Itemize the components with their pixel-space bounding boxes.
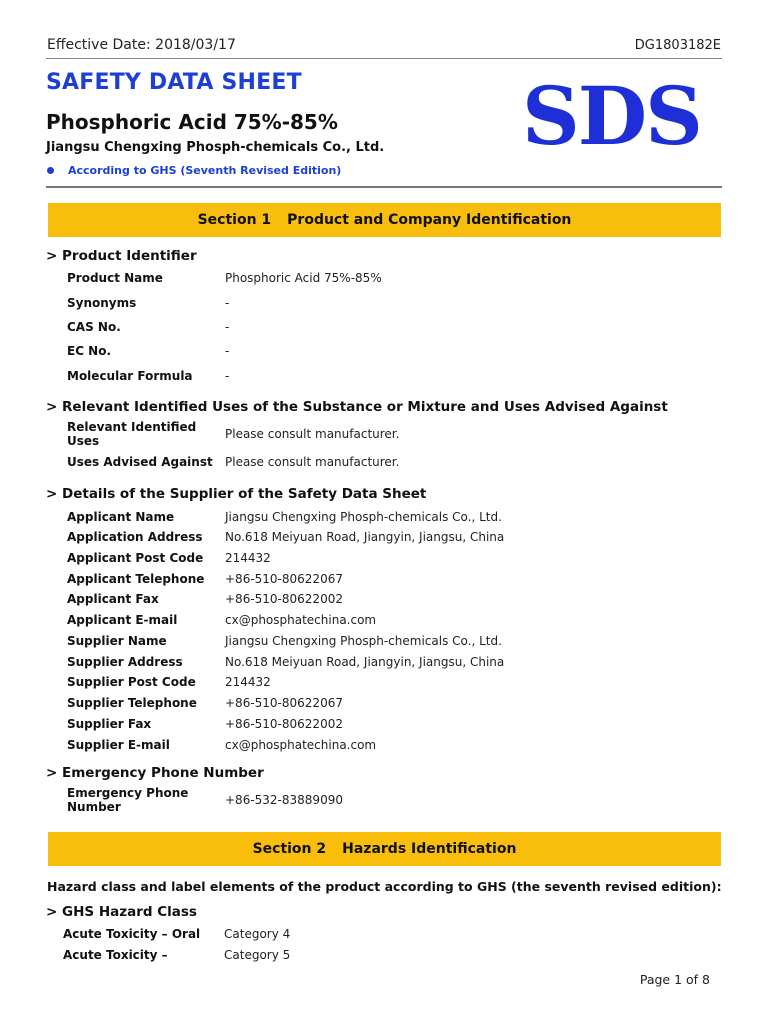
field-label: Supplier E-mail [67,738,170,752]
company-name: Jiangsu Chengxing Phosph-chemicals Co., Ltd. [46,140,385,155]
sds-logo: SDS [522,69,701,163]
bullet-icon [47,167,54,174]
field-value: - [225,320,230,334]
section-title: Hazards Identification [342,841,517,857]
hazard-value: Category 4 [224,927,291,941]
subheading-identified-uses: > Relevant Identified Uses of the Substance or Mixture and Uses Advised Against [46,399,668,415]
field-value: - [225,369,230,383]
field-label: Uses Advised Against [67,455,213,469]
field-label: Applicant E-mail [67,613,178,627]
field-value: Please consult manufacturer. [225,427,400,441]
section-number: Section 2 [252,841,327,857]
field-label: EC No. [67,344,112,358]
hazard-value: Category 5 [224,948,291,962]
field-value: +86-510-80622002 [225,717,343,731]
section-number: Section 1 [197,212,272,228]
document-code: DG1803182E [634,38,721,53]
field-label: Synonyms [67,296,137,310]
document-title: SAFETY DATA SHEET [46,70,302,95]
field-value: 214432 [225,675,271,689]
field-value: +86-510-80622002 [225,592,343,606]
field-label: Molecular Formula [67,369,193,383]
field-label: CAS No. [67,320,121,334]
field-label: Applicant Fax [67,592,159,606]
field-value: 214432 [225,551,271,565]
field-label: Application Address [67,530,203,544]
section-1-banner [48,203,721,237]
page-number: Page 1 of 8 [639,972,710,987]
field-label: Supplier Post Code [67,675,196,689]
field-value: - [225,344,230,358]
field-value: No.618 Meiyuan Road, Jiangyin, Jiangsu, China [225,655,505,669]
field-label: Supplier Address [67,655,183,669]
field-label: Product Name [67,271,163,285]
field-value: Jiangsu Chengxing Phosph-chemicals Co., Ltd. [225,634,502,648]
section-title: Product and Company Identification [287,212,572,228]
hazard-label: Acute Toxicity – Oral [63,927,201,941]
field-label: Relevant Identified Uses [67,420,197,448]
field-label: Emergency Phone Number [67,786,189,814]
subheading-supplier-details: > Details of the Supplier of the Safety Data Sheet [46,486,427,502]
field-label: Applicant Post Code [67,551,204,565]
field-label: Supplier Fax [67,717,152,731]
field-value: +86-510-80622067 [225,572,343,586]
field-label: Applicant Name [67,510,175,524]
hazard-intro-text: Hazard class and label elements of the product according to GHS (the seventh revised edition): [47,879,722,894]
title-divider [46,186,722,188]
subheading-emergency-phone: > Emergency Phone Number [46,765,264,781]
subheading-product-identifier: > Product Identifier [46,248,197,264]
product-title: Phosphoric Acid 75%-85% [46,110,338,134]
field-label: Supplier Telephone [67,696,197,710]
field-value: +86-510-80622067 [225,696,343,710]
field-label: Supplier Name [67,634,167,648]
field-value: cx@phosphatechina.com [225,613,377,627]
hazard-label: Acute Toxicity – [63,948,168,962]
ghs-edition-note: According to GHS (Seventh Revised Edition) [68,164,342,177]
field-value: No.618 Meiyuan Road, Jiangyin, Jiangsu, China [225,530,505,544]
field-label: Applicant Telephone [67,572,205,586]
field-value: - [225,296,230,310]
effective-date: Effective Date: 2018/03/17 [47,37,236,53]
field-value: cx@phosphatechina.com [225,738,377,752]
subheading-ghs-hazard-class: > GHS Hazard Class [46,904,197,920]
field-value: Phosphoric Acid 75%-85% [225,271,382,285]
header-divider [46,58,722,59]
field-value: +86-532-83889090 [225,793,343,807]
field-value: Jiangsu Chengxing Phosph-chemicals Co., Ltd. [225,510,502,524]
field-value: Please consult manufacturer. [225,455,400,469]
section-2-banner [48,832,721,866]
